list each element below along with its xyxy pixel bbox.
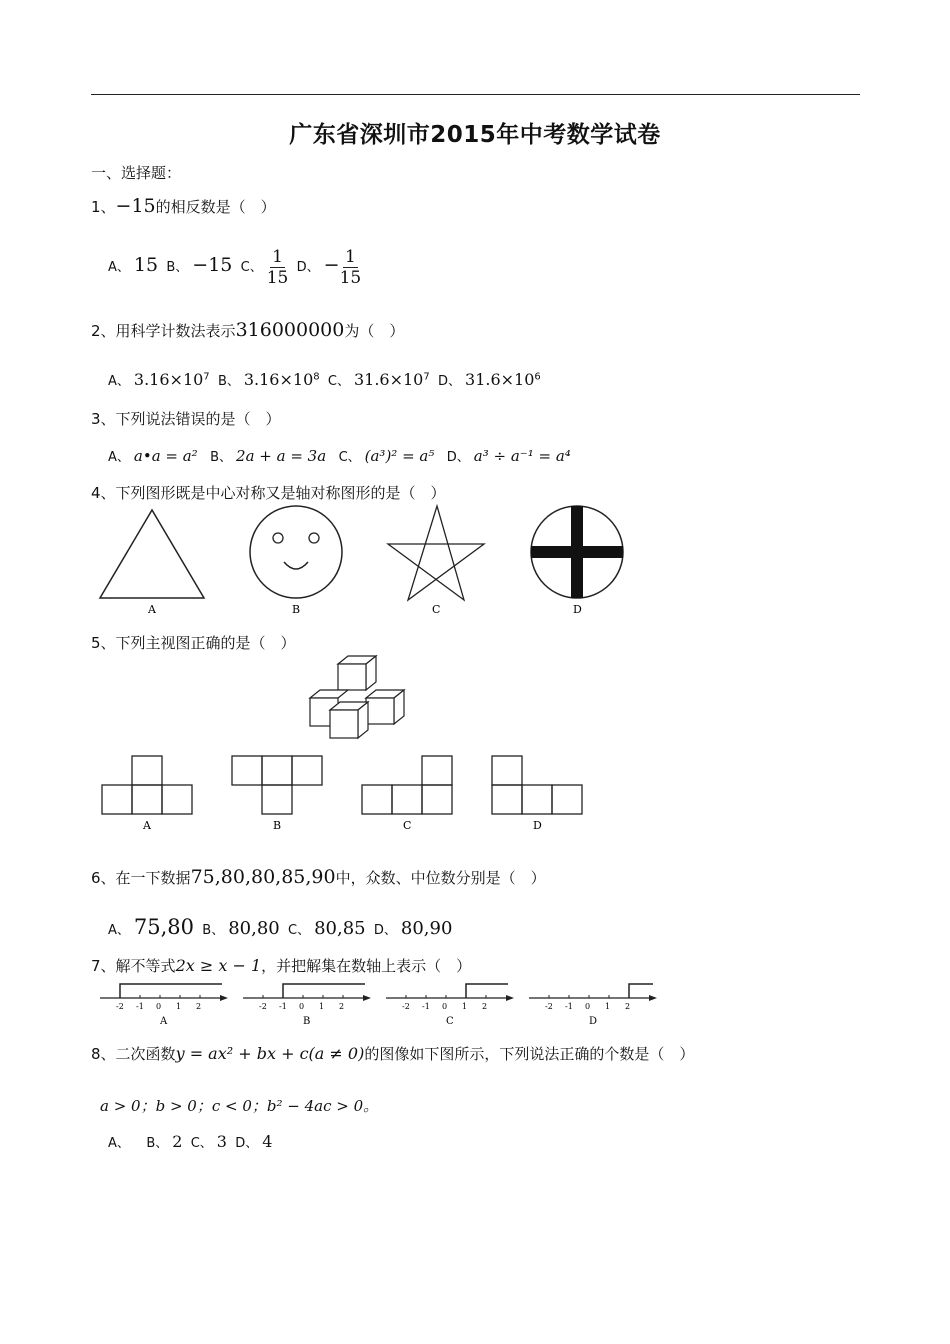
q3-opt-b-label: B、	[210, 450, 233, 465]
q8-conditions	[100, 1095, 378, 1116]
q7-label-a: A	[160, 1016, 168, 1027]
q7-tick-label: 0	[585, 1002, 591, 1011]
q3-text: 下列说法错误的是（ ）	[115, 410, 281, 428]
q7-tick-label: 1	[319, 1002, 325, 1011]
q7-number-line	[386, 984, 514, 1027]
q6-opt-a-label: A、	[108, 923, 130, 938]
q3-opt-d: a³ ÷ a⁻¹ = a⁴	[473, 447, 571, 465]
q3-options	[108, 446, 571, 465]
q5-label-a: A	[143, 819, 151, 832]
q6-text-a: 在一下数据	[115, 869, 191, 887]
q2-text-b: 为（ ）	[344, 322, 405, 340]
question-8	[91, 1043, 694, 1064]
q8-opt-b-label: B、	[146, 1136, 169, 1151]
q7-arrow	[506, 995, 514, 1001]
q3-opt-c-label: C、	[338, 450, 361, 465]
q1-number: 1、	[91, 198, 116, 216]
q6-text-b: 中，众数、中位数分别是（ ）	[335, 869, 546, 887]
q4-label-b: B	[292, 603, 301, 616]
q5-label-c: C	[403, 819, 412, 832]
q7-tick-label: -1	[136, 1002, 144, 1011]
q6-opt-b-label: B、	[202, 923, 225, 938]
q2-number: 2、	[91, 322, 116, 340]
q7-number-lines	[98, 976, 678, 1028]
q7-number-line	[529, 984, 657, 1027]
question-1	[91, 195, 276, 217]
q7-tick-label: -1	[279, 1002, 287, 1011]
q7-tick-label: 0	[299, 1002, 305, 1011]
q7-label-b: B	[303, 1016, 311, 1027]
q7-tick-label: -2	[259, 1002, 267, 1011]
q5-label-b: B	[273, 819, 282, 832]
q7-tick-label: 1	[605, 1002, 611, 1011]
q7-label-d: D	[589, 1016, 598, 1027]
q7-arrow	[363, 995, 371, 1001]
q1-opt-a-label: A、	[108, 260, 130, 275]
q1-opt-d-den: 15	[339, 268, 362, 288]
q4-label-a: A	[148, 603, 156, 616]
question-7	[91, 955, 471, 976]
q7-arrow	[649, 995, 657, 1001]
q6-opt-c-label: C、	[288, 923, 311, 938]
q5-text: 下列主视图正确的是（ ）	[115, 634, 296, 652]
q2-opt-a-exp: 7	[203, 371, 210, 383]
q7-number-line	[100, 984, 228, 1027]
q1-opt-d	[340, 247, 362, 288]
q7-text-a: 解不等式	[115, 957, 176, 975]
q4-label-c: C	[432, 603, 441, 616]
q7-tick-label: -2	[402, 1002, 410, 1011]
q1-opt-c-den: 15	[266, 268, 289, 288]
q4-smiley	[250, 506, 342, 598]
q7-solution-bracket	[120, 984, 222, 998]
q4-circle-cross	[531, 506, 623, 598]
q7-expr: 2x ≥ x − 1	[175, 956, 262, 975]
q2-expr: 316000000	[235, 319, 345, 341]
q6-opt-b: 80,80	[228, 918, 280, 939]
q2-opt-a-base: 3.16×10	[133, 370, 204, 389]
q7-tick-label: -2	[116, 1002, 124, 1011]
q2-opt-d-label: D、	[438, 374, 462, 389]
q1-opt-c-label: C、	[240, 260, 263, 275]
q3-opt-c: (a³)² = a⁵	[364, 447, 435, 465]
q2-opt-b-base: 3.16×10	[243, 370, 314, 389]
q7-solution-bracket	[283, 984, 365, 998]
q8-opt-d: 4	[262, 1132, 273, 1151]
q8-opt-c: 3	[216, 1132, 227, 1151]
q2-opt-c-label: C、	[327, 374, 350, 389]
question-5	[91, 632, 296, 653]
q1-opt-a: 15	[133, 254, 159, 276]
q8-text-a: 二次函数	[115, 1045, 176, 1063]
q8-opt-d-label: D、	[235, 1136, 259, 1151]
q3-opt-d-label: D、	[446, 450, 470, 465]
q7-text-b: ，并把解集在数轴上表示（ ）	[261, 957, 472, 975]
q7-tick-label: 1	[462, 1002, 468, 1011]
q2-opt-c-exp: 7	[423, 371, 430, 383]
q6-opt-d-label: D、	[373, 923, 397, 938]
question-3	[91, 408, 281, 429]
q4-text: 下列图形既是中心对称又是轴对称图形的是（ ）	[115, 484, 446, 502]
question-6	[91, 866, 546, 888]
page-title: 广东省深圳市2015年中考数学试卷	[289, 122, 661, 148]
q7-number: 7、	[91, 957, 116, 975]
q1-options	[108, 247, 361, 288]
question-2	[91, 319, 404, 341]
q1-opt-d-sign: −	[323, 254, 340, 276]
q1-opt-c	[267, 247, 289, 288]
section-heading: 一、选择题：	[91, 164, 182, 182]
q7-tick-label: 0	[442, 1002, 448, 1011]
q8-number: 8、	[91, 1045, 116, 1063]
q3-number: 3、	[91, 410, 116, 428]
q7-tick-label: 2	[482, 1002, 488, 1011]
q2-opt-d-exp: 6	[534, 371, 541, 383]
q6-opt-c: 80,85	[314, 918, 366, 939]
q6-expr: 75,80,80,85,90	[190, 866, 336, 888]
q3-opt-b: 2a + a = 3a	[236, 447, 327, 465]
q2-options	[108, 370, 541, 389]
q7-number-line	[243, 984, 371, 1027]
q4-star	[388, 506, 484, 600]
q2-opt-d-base: 31.6×10	[465, 370, 535, 389]
q7-tick-label: 2	[196, 1002, 202, 1011]
q8-opt-c-label: C、	[190, 1136, 213, 1151]
q1-opt-d-label: D、	[296, 260, 320, 275]
q5-solid	[300, 652, 415, 740]
q1-expr: −15	[115, 195, 156, 217]
q1-opt-c-num: 1	[272, 247, 283, 267]
q8-options	[108, 1132, 272, 1151]
q7-tick-label: 0	[156, 1002, 162, 1011]
q3-opt-a-label: A、	[108, 450, 130, 465]
q7-tick-label: -1	[422, 1002, 430, 1011]
header-rule	[91, 94, 860, 95]
q2-opt-b-exp: 8	[313, 371, 320, 383]
q1-opt-b-label: B、	[166, 260, 189, 275]
q6-number: 6、	[91, 869, 116, 887]
q6-opt-d: 80,90	[400, 918, 453, 939]
q3-opt-a: a•a = a²	[133, 447, 198, 465]
q8-expr: y = ax² + bx + c(a ≠ 0)	[175, 1044, 365, 1063]
q6-opt-a: 75,80	[133, 915, 195, 939]
q4-number: 4、	[91, 484, 116, 502]
q8-opt-a-label: A、	[108, 1136, 130, 1151]
q1-text: 的相反数是（ ）	[155, 198, 276, 216]
q7-arrow	[220, 995, 228, 1001]
q4-triangle	[100, 510, 204, 598]
q2-text-a: 用科学计数法表示	[115, 322, 236, 340]
q7-solution-bracket	[466, 984, 508, 998]
q7-tick-label: -2	[545, 1002, 553, 1011]
q1-opt-d-num: 1	[344, 247, 356, 267]
q8-text-b: 的图像如下图所示，下列说法正确的个数是（ ）	[364, 1045, 695, 1063]
q5-views	[95, 752, 595, 834]
q7-tick-label: 2	[625, 1002, 631, 1011]
q4-label-d: D	[573, 603, 582, 616]
q8-opt-b: 2	[172, 1132, 183, 1151]
q7-label-c: C	[446, 1016, 454, 1027]
q7-tick-label: 1	[176, 1002, 182, 1011]
q5-label-d: D	[533, 819, 542, 832]
q8-cond: a > 0；b > 0；c < 0；b² − 4ac > 0。	[100, 1097, 379, 1115]
q1-opt-b: −15	[192, 254, 233, 276]
q7-tick-label: 2	[339, 1002, 345, 1011]
q7-tick-label: -1	[565, 1002, 573, 1011]
q5-number: 5、	[91, 634, 116, 652]
q2-opt-b-label: B、	[217, 374, 240, 389]
q2-opt-c-base: 31.6×10	[353, 370, 424, 389]
q6-options	[108, 915, 452, 939]
q4-figures	[90, 500, 650, 620]
q2-opt-a-label: A、	[108, 374, 130, 389]
